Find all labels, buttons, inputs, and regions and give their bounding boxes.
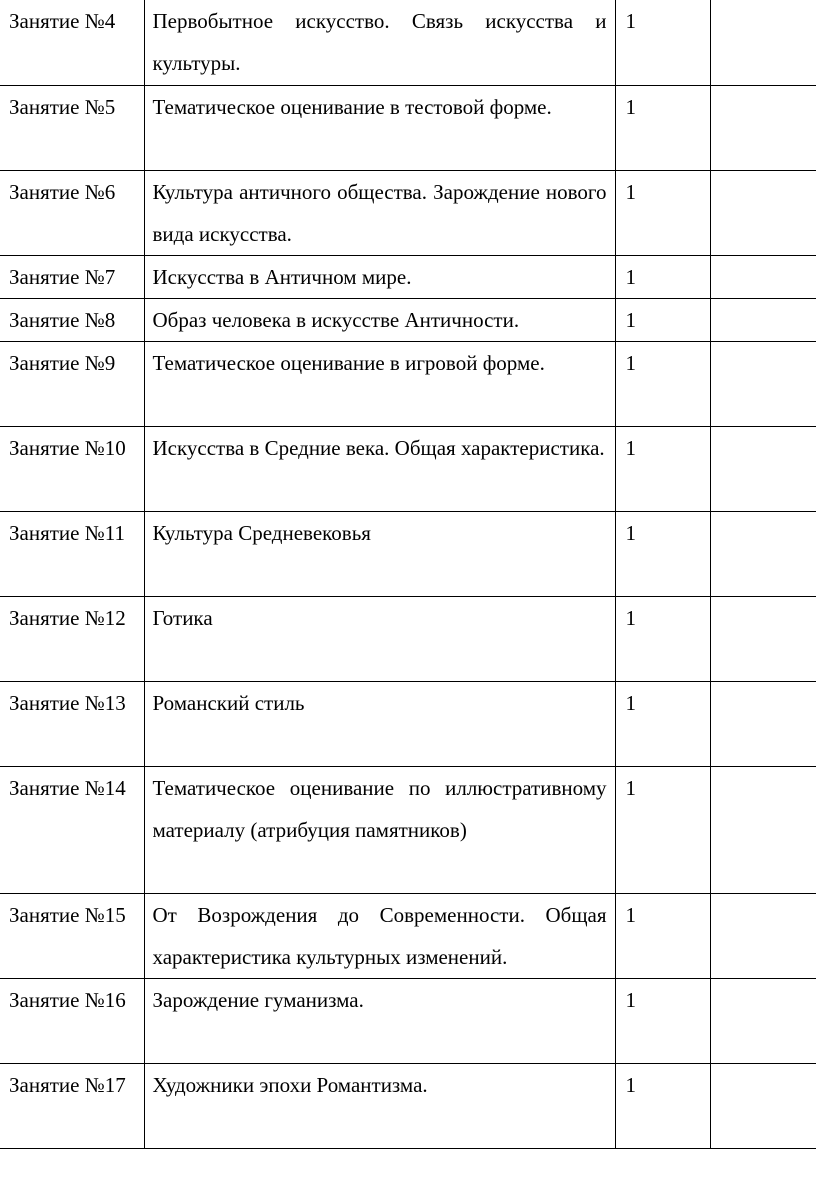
session-number-cell	[0, 596, 144, 681]
session-number: Занятие №16	[9, 987, 126, 1012]
hours-cell	[615, 978, 710, 1063]
table-row	[0, 170, 816, 255]
session-number: Занятие №8	[9, 307, 116, 332]
hours-value: 1	[625, 435, 636, 460]
topic-cell	[144, 681, 615, 766]
topic-cell	[144, 766, 615, 893]
hours-cell	[615, 341, 710, 426]
session-number: Занятие №12	[9, 605, 126, 630]
hours-value: 1	[625, 520, 636, 545]
hours-cell	[615, 170, 710, 255]
topic-cell	[144, 596, 615, 681]
topic-text: Культура античного общества. Зарождение нового вида искусства.	[152, 179, 607, 246]
topic-text: Готика	[152, 605, 213, 630]
session-number: Занятие №9	[9, 350, 116, 375]
topic-cell	[144, 170, 615, 255]
topic-text: Художники эпохи Романтизма.	[152, 1072, 428, 1097]
notes-cell	[710, 341, 816, 426]
topic-cell	[144, 255, 615, 298]
topic-cell	[144, 341, 615, 426]
notes-cell	[710, 85, 816, 170]
notes-cell	[710, 298, 816, 341]
session-number-cell	[0, 893, 144, 978]
notes-cell	[710, 978, 816, 1063]
notes-cell	[710, 1063, 816, 1148]
session-number-cell	[0, 341, 144, 426]
notes-cell	[710, 0, 816, 85]
topic-text: От Возрождения до Современности. Общая характеристика культурных изменений.	[152, 902, 607, 969]
notes-cell	[710, 255, 816, 298]
notes-cell	[710, 426, 816, 511]
notes-cell	[710, 681, 816, 766]
table-row	[0, 1063, 816, 1148]
topic-text: Образ человека в искусстве Античности.	[152, 307, 520, 332]
table-row	[0, 511, 816, 596]
notes-cell	[710, 170, 816, 255]
hours-value: 1	[625, 264, 636, 289]
hours-value: 1	[625, 1072, 636, 1097]
notes-cell	[710, 893, 816, 978]
session-number-cell	[0, 85, 144, 170]
session-number: Занятие №14	[9, 775, 126, 800]
topic-text: Тематическое оценивание в тестовой форме.	[152, 94, 552, 119]
session-number-cell	[0, 170, 144, 255]
session-number: Занятие №15	[9, 902, 126, 927]
hours-value: 1	[625, 350, 636, 375]
topic-cell	[144, 978, 615, 1063]
topic-text: Первобытное искусство. Связь искусства и культуры.	[152, 9, 607, 75]
session-number-cell	[0, 0, 144, 85]
hours-cell	[615, 596, 710, 681]
hours-value: 1	[625, 307, 636, 332]
notes-cell	[710, 511, 816, 596]
table-row	[0, 426, 816, 511]
table-row	[0, 596, 816, 681]
session-number: Занятие №7	[9, 264, 116, 289]
hours-cell	[615, 0, 710, 85]
notes-cell	[710, 596, 816, 681]
topic-text: Тематическое оценивание в игровой форме.	[152, 350, 545, 375]
topic-text: Культура Средневековья	[152, 520, 371, 545]
topic-text: Зарождение гуманизма.	[152, 987, 364, 1012]
notes-cell	[710, 766, 816, 893]
table-row	[0, 255, 816, 298]
topic-cell	[144, 893, 615, 978]
hours-cell	[615, 893, 710, 978]
topic-cell	[144, 426, 615, 511]
table-row	[0, 978, 816, 1063]
table-row	[0, 766, 816, 893]
hours-cell	[615, 426, 710, 511]
session-number-cell	[0, 1063, 144, 1148]
topic-cell	[144, 1063, 615, 1148]
session-number-cell	[0, 978, 144, 1063]
hours-cell	[615, 85, 710, 170]
session-number-cell	[0, 511, 144, 596]
topic-cell	[144, 511, 615, 596]
session-number: Занятие №5	[9, 94, 116, 119]
topic-text: Искусства в Средние века. Общая характеристика.	[152, 435, 605, 460]
topic-text: Искусства в Античном мире.	[152, 264, 412, 289]
hours-cell	[615, 766, 710, 893]
hours-cell	[615, 298, 710, 341]
hours-cell	[615, 255, 710, 298]
table-row	[0, 85, 816, 170]
hours-value: 1	[625, 690, 636, 715]
hours-cell	[615, 1063, 710, 1148]
topic-cell	[144, 298, 615, 341]
session-number: Занятие №6	[9, 179, 116, 204]
hours-cell	[615, 511, 710, 596]
hours-value: 1	[625, 775, 636, 800]
hours-value: 1	[625, 9, 636, 33]
hours-value: 1	[625, 94, 636, 119]
table-row	[0, 893, 816, 978]
session-number-cell	[0, 298, 144, 341]
topic-cell	[144, 85, 615, 170]
hours-value: 1	[625, 605, 636, 630]
session-number: Занятие №17	[9, 1072, 126, 1097]
table-row	[0, 341, 816, 426]
hours-value: 1	[625, 987, 636, 1012]
hours-value: 1	[625, 179, 636, 204]
hours-cell	[615, 681, 710, 766]
table-row	[0, 0, 816, 85]
topic-cell	[144, 0, 615, 85]
session-number-cell	[0, 766, 144, 893]
session-number: Занятие №13	[9, 690, 126, 715]
hours-value: 1	[625, 902, 636, 927]
topic-text: Тематическое оценивание по иллюстративному материалу (атрибуция памятников)	[152, 775, 607, 842]
table-row	[0, 298, 816, 341]
session-number: Занятие №10	[9, 435, 126, 460]
session-number-cell	[0, 255, 144, 298]
session-number: Занятие №11	[9, 520, 125, 545]
session-number-cell	[0, 426, 144, 511]
session-number-cell	[0, 681, 144, 766]
session-number: Занятие №4	[9, 9, 116, 33]
topic-text: Романский стиль	[152, 690, 305, 715]
table-row	[0, 681, 816, 766]
